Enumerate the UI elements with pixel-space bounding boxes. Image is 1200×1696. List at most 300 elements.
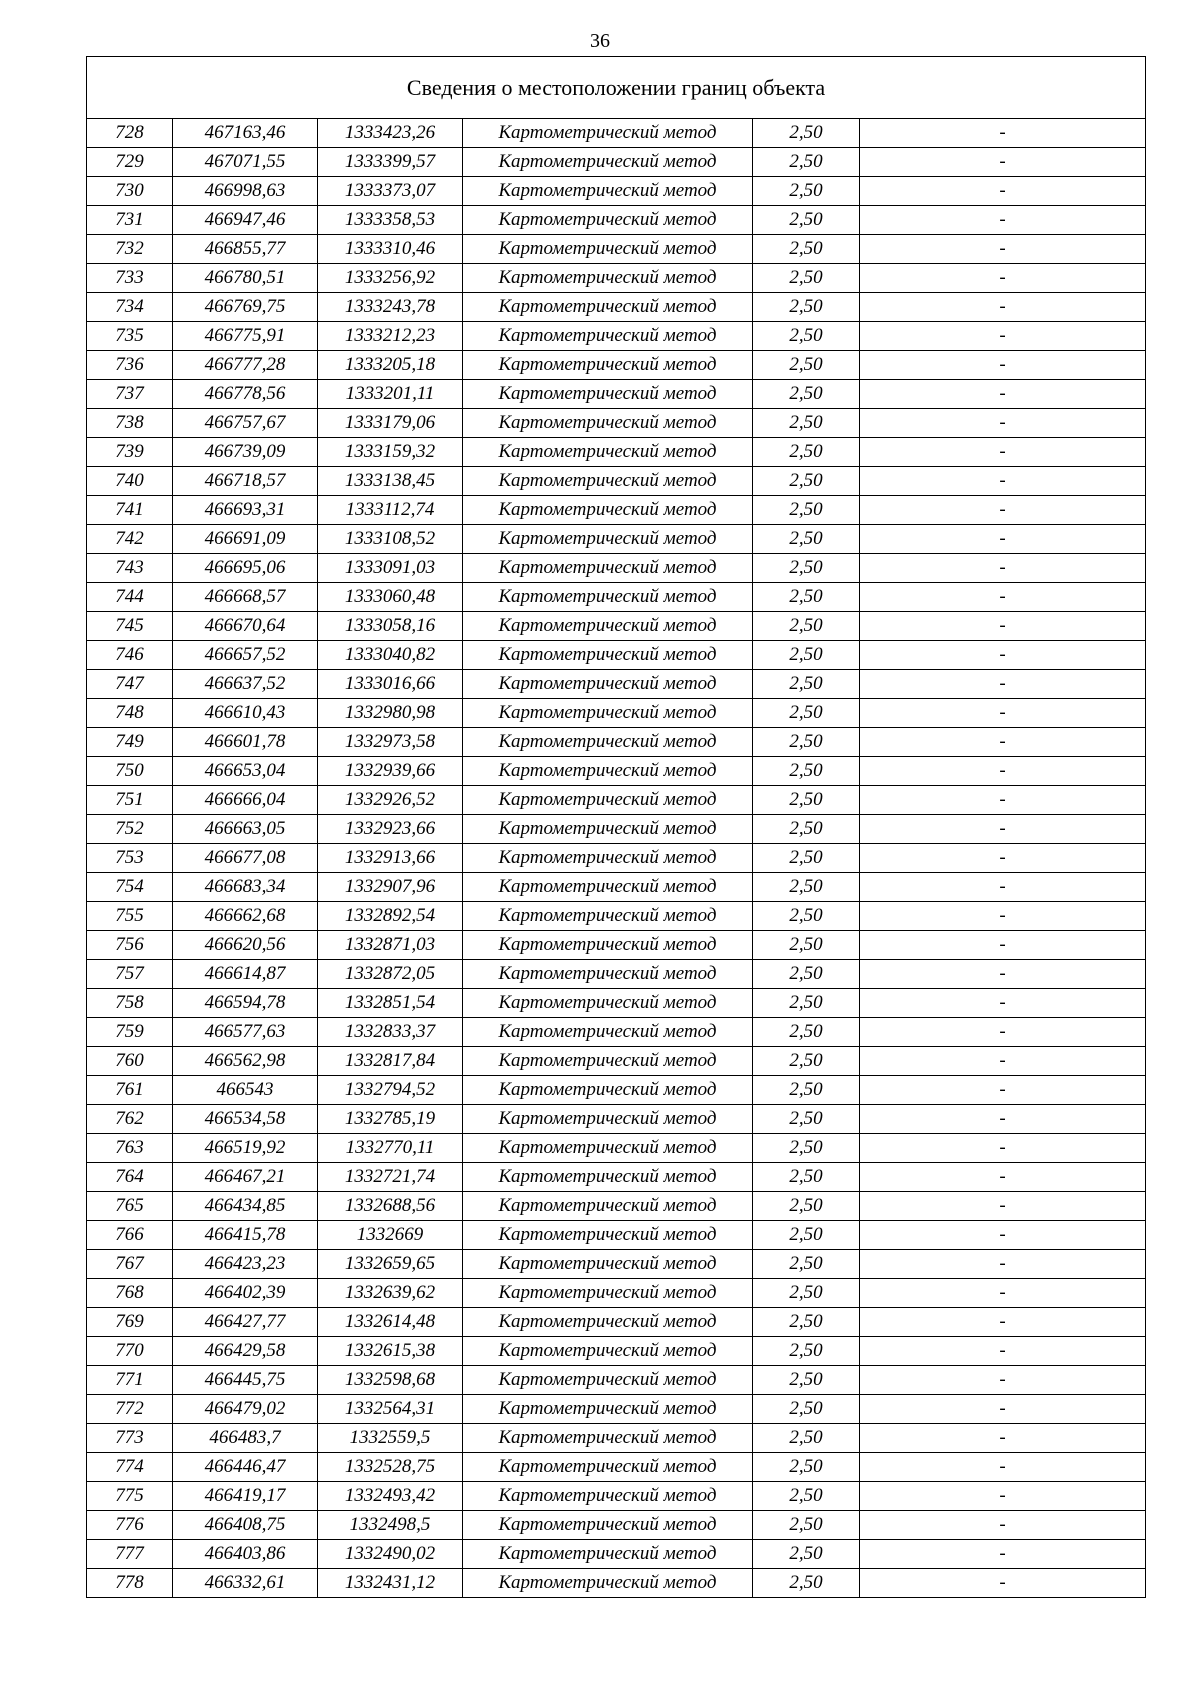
method-cell: Картометрический метод — [463, 467, 753, 496]
y-coordinate-cell: 1332493,42 — [318, 1482, 463, 1511]
table-row — [87, 757, 1146, 786]
x-coordinate-cell: 466415,78 — [173, 1221, 318, 1250]
y-coordinate-cell: 1332833,37 — [318, 1018, 463, 1047]
x-coordinate-cell: 466683,34 — [173, 873, 318, 902]
x-coordinate-cell: 466332,61 — [173, 1569, 318, 1598]
accuracy-cell: 2,50 — [753, 1424, 860, 1453]
table-row — [87, 1540, 1146, 1569]
method-cell: Картометрический метод — [463, 641, 753, 670]
accuracy-cell: 2,50 — [753, 815, 860, 844]
point-number-cell: 757 — [87, 960, 173, 989]
table-row — [87, 670, 1146, 699]
accuracy-cell: 2,50 — [753, 264, 860, 293]
x-coordinate-cell: 466653,04 — [173, 757, 318, 786]
method-cell: Картометрический метод — [463, 960, 753, 989]
y-coordinate-cell: 1333256,92 — [318, 264, 463, 293]
table-row — [87, 786, 1146, 815]
table-row — [87, 989, 1146, 1018]
method-cell: Картометрический метод — [463, 1511, 753, 1540]
x-coordinate-cell: 466739,09 — [173, 438, 318, 467]
method-cell: Картометрический метод — [463, 1453, 753, 1482]
point-number-cell: 750 — [87, 757, 173, 786]
point-number-cell: 768 — [87, 1279, 173, 1308]
method-cell: Картометрический метод — [463, 554, 753, 583]
x-coordinate-cell: 466467,21 — [173, 1163, 318, 1192]
description-cell: - — [860, 554, 1146, 583]
accuracy-cell: 2,50 — [753, 989, 860, 1018]
point-number-cell: 767 — [87, 1250, 173, 1279]
method-cell: Картометрический метод — [463, 1569, 753, 1598]
table-row — [87, 960, 1146, 989]
method-cell: Картометрический метод — [463, 1308, 753, 1337]
accuracy-cell: 2,50 — [753, 728, 860, 757]
point-number-cell: 763 — [87, 1134, 173, 1163]
x-coordinate-cell: 466479,02 — [173, 1395, 318, 1424]
accuracy-cell: 2,50 — [753, 554, 860, 583]
x-coordinate-cell: 466543 — [173, 1076, 318, 1105]
method-cell: Картометрический метод — [463, 1482, 753, 1511]
accuracy-cell: 2,50 — [753, 293, 860, 322]
y-coordinate-cell: 1332490,02 — [318, 1540, 463, 1569]
accuracy-cell: 2,50 — [753, 583, 860, 612]
table-title-row — [87, 57, 1146, 119]
method-cell: Картометрический метод — [463, 322, 753, 351]
y-coordinate-cell: 1332431,12 — [318, 1569, 463, 1598]
x-coordinate-cell: 467071,55 — [173, 148, 318, 177]
x-coordinate-cell: 466757,67 — [173, 409, 318, 438]
x-coordinate-cell: 466577,63 — [173, 1018, 318, 1047]
table-row — [87, 409, 1146, 438]
y-coordinate-cell: 1332926,52 — [318, 786, 463, 815]
y-coordinate-cell: 1333060,48 — [318, 583, 463, 612]
table-row — [87, 1366, 1146, 1395]
point-number-cell: 739 — [87, 438, 173, 467]
point-number-cell: 764 — [87, 1163, 173, 1192]
x-coordinate-cell: 466780,51 — [173, 264, 318, 293]
point-number-cell: 746 — [87, 641, 173, 670]
description-cell: - — [860, 1221, 1146, 1250]
accuracy-cell: 2,50 — [753, 757, 860, 786]
method-cell: Картометрический метод — [463, 1018, 753, 1047]
point-number-cell: 747 — [87, 670, 173, 699]
x-coordinate-cell: 466691,09 — [173, 525, 318, 554]
table-row — [87, 1569, 1146, 1598]
x-coordinate-cell: 466718,57 — [173, 467, 318, 496]
y-coordinate-cell: 1332913,66 — [318, 844, 463, 873]
description-cell: - — [860, 844, 1146, 873]
point-number-cell: 740 — [87, 467, 173, 496]
description-cell: - — [860, 1279, 1146, 1308]
point-number-cell: 755 — [87, 902, 173, 931]
accuracy-cell: 2,50 — [753, 1250, 860, 1279]
y-coordinate-cell: 1332614,48 — [318, 1308, 463, 1337]
method-cell: Картометрический метод — [463, 1337, 753, 1366]
table-row — [87, 1337, 1146, 1366]
x-coordinate-cell: 466519,92 — [173, 1134, 318, 1163]
y-coordinate-cell: 1333212,23 — [318, 322, 463, 351]
table-row — [87, 1018, 1146, 1047]
description-cell: - — [860, 873, 1146, 902]
point-number-cell: 774 — [87, 1453, 173, 1482]
method-cell: Картометрический метод — [463, 119, 753, 148]
method-cell: Картометрический метод — [463, 177, 753, 206]
x-coordinate-cell: 466423,23 — [173, 1250, 318, 1279]
point-number-cell: 771 — [87, 1366, 173, 1395]
accuracy-cell: 2,50 — [753, 612, 860, 641]
point-number-cell: 734 — [87, 293, 173, 322]
description-cell: - — [860, 1337, 1146, 1366]
y-coordinate-cell: 1333205,18 — [318, 351, 463, 380]
table-row — [87, 119, 1146, 148]
table-row — [87, 612, 1146, 641]
y-coordinate-cell: 1332871,03 — [318, 931, 463, 960]
table-row — [87, 931, 1146, 960]
accuracy-cell: 2,50 — [753, 119, 860, 148]
method-cell: Картометрический метод — [463, 1105, 753, 1134]
point-number-cell: 751 — [87, 786, 173, 815]
description-cell: - — [860, 1424, 1146, 1453]
description-cell: - — [860, 467, 1146, 496]
x-coordinate-cell: 466998,63 — [173, 177, 318, 206]
table-row — [87, 206, 1146, 235]
method-cell: Картометрический метод — [463, 351, 753, 380]
point-number-cell: 729 — [87, 148, 173, 177]
point-number-cell: 776 — [87, 1511, 173, 1540]
accuracy-cell: 2,50 — [753, 1337, 860, 1366]
accuracy-cell: 2,50 — [753, 1018, 860, 1047]
y-coordinate-cell: 1332615,38 — [318, 1337, 463, 1366]
x-coordinate-cell: 466670,64 — [173, 612, 318, 641]
accuracy-cell: 2,50 — [753, 1395, 860, 1424]
x-coordinate-cell: 466614,87 — [173, 960, 318, 989]
accuracy-cell: 2,50 — [753, 902, 860, 931]
method-cell: Картометрический метод — [463, 496, 753, 525]
x-coordinate-cell: 466408,75 — [173, 1511, 318, 1540]
point-number-cell: 775 — [87, 1482, 173, 1511]
table-row — [87, 583, 1146, 612]
x-coordinate-cell: 466445,75 — [173, 1366, 318, 1395]
description-cell: - — [860, 641, 1146, 670]
point-number-cell: 770 — [87, 1337, 173, 1366]
y-coordinate-cell: 1333201,11 — [318, 380, 463, 409]
point-number-cell: 744 — [87, 583, 173, 612]
x-coordinate-cell: 466562,98 — [173, 1047, 318, 1076]
table-row — [87, 1308, 1146, 1337]
point-number-cell: 758 — [87, 989, 173, 1018]
x-coordinate-cell: 466429,58 — [173, 1337, 318, 1366]
point-number-cell: 749 — [87, 728, 173, 757]
description-cell: - — [860, 1047, 1146, 1076]
accuracy-cell: 2,50 — [753, 409, 860, 438]
table-row — [87, 1424, 1146, 1453]
x-coordinate-cell: 466693,31 — [173, 496, 318, 525]
accuracy-cell: 2,50 — [753, 844, 860, 873]
description-cell: - — [860, 1511, 1146, 1540]
method-cell: Картометрический метод — [463, 293, 753, 322]
accuracy-cell: 2,50 — [753, 206, 860, 235]
x-coordinate-cell: 466594,78 — [173, 989, 318, 1018]
accuracy-cell: 2,50 — [753, 1540, 860, 1569]
description-cell: - — [860, 1163, 1146, 1192]
point-number-cell: 738 — [87, 409, 173, 438]
description-cell: - — [860, 148, 1146, 177]
y-coordinate-cell: 1332851,54 — [318, 989, 463, 1018]
table-row — [87, 467, 1146, 496]
y-coordinate-cell: 1333159,32 — [318, 438, 463, 467]
method-cell: Картометрический метод — [463, 612, 753, 641]
description-cell: - — [860, 1453, 1146, 1482]
table-row — [87, 1453, 1146, 1482]
description-cell: - — [860, 322, 1146, 351]
x-coordinate-cell: 466657,52 — [173, 641, 318, 670]
method-cell: Картометрический метод — [463, 235, 753, 264]
accuracy-cell: 2,50 — [753, 380, 860, 409]
method-cell: Картометрический метод — [463, 1221, 753, 1250]
accuracy-cell: 2,50 — [753, 931, 860, 960]
x-coordinate-cell: 466663,05 — [173, 815, 318, 844]
y-coordinate-cell: 1332794,52 — [318, 1076, 463, 1105]
x-coordinate-cell: 466620,56 — [173, 931, 318, 960]
table-row — [87, 148, 1146, 177]
description-cell: - — [860, 293, 1146, 322]
y-coordinate-cell: 1333112,74 — [318, 496, 463, 525]
description-cell: - — [860, 380, 1146, 409]
description-cell: - — [860, 119, 1146, 148]
table-row — [87, 438, 1146, 467]
y-coordinate-cell: 1332669 — [318, 1221, 463, 1250]
accuracy-cell: 2,50 — [753, 1221, 860, 1250]
y-coordinate-cell: 1332559,5 — [318, 1424, 463, 1453]
point-number-cell: 772 — [87, 1395, 173, 1424]
method-cell: Картометрический метод — [463, 728, 753, 757]
point-number-cell: 743 — [87, 554, 173, 583]
method-cell: Картометрический метод — [463, 1076, 753, 1105]
accuracy-cell: 2,50 — [753, 1511, 860, 1540]
description-cell: - — [860, 1134, 1146, 1163]
table-row — [87, 293, 1146, 322]
method-cell: Картометрический метод — [463, 844, 753, 873]
accuracy-cell: 2,50 — [753, 1366, 860, 1395]
x-coordinate-cell: 466662,68 — [173, 902, 318, 931]
accuracy-cell: 2,50 — [753, 467, 860, 496]
x-coordinate-cell: 466434,85 — [173, 1192, 318, 1221]
y-coordinate-cell: 1333358,53 — [318, 206, 463, 235]
y-coordinate-cell: 1332980,98 — [318, 699, 463, 728]
x-coordinate-cell: 466666,04 — [173, 786, 318, 815]
point-number-cell: 765 — [87, 1192, 173, 1221]
accuracy-cell: 2,50 — [753, 1279, 860, 1308]
y-coordinate-cell: 1333058,16 — [318, 612, 463, 641]
accuracy-cell: 2,50 — [753, 1192, 860, 1221]
table-row — [87, 380, 1146, 409]
point-number-cell: 732 — [87, 235, 173, 264]
y-coordinate-cell: 1332817,84 — [318, 1047, 463, 1076]
y-coordinate-cell: 1333091,03 — [318, 554, 463, 583]
description-cell: - — [860, 206, 1146, 235]
method-cell: Картометрический метод — [463, 873, 753, 902]
x-coordinate-cell: 466695,06 — [173, 554, 318, 583]
description-cell: - — [860, 728, 1146, 757]
x-coordinate-cell: 466610,43 — [173, 699, 318, 728]
page-number: 36 — [590, 30, 610, 52]
table-row — [87, 322, 1146, 351]
accuracy-cell: 2,50 — [753, 438, 860, 467]
x-coordinate-cell: 466403,86 — [173, 1540, 318, 1569]
y-coordinate-cell: 1332892,54 — [318, 902, 463, 931]
x-coordinate-cell: 466769,75 — [173, 293, 318, 322]
point-number-cell: 760 — [87, 1047, 173, 1076]
y-coordinate-cell: 1333243,78 — [318, 293, 463, 322]
y-coordinate-cell: 1332721,74 — [318, 1163, 463, 1192]
method-cell: Картометрический метод — [463, 1395, 753, 1424]
point-number-cell: 748 — [87, 699, 173, 728]
table-title: Сведения о местоположении границ объекта — [87, 57, 1146, 119]
x-coordinate-cell: 466668,57 — [173, 583, 318, 612]
accuracy-cell: 2,50 — [753, 148, 860, 177]
point-number-cell: 756 — [87, 931, 173, 960]
table-row — [87, 1047, 1146, 1076]
point-number-cell: 741 — [87, 496, 173, 525]
point-number-cell: 769 — [87, 1308, 173, 1337]
table-row — [87, 1134, 1146, 1163]
method-cell: Картометрический метод — [463, 380, 753, 409]
point-number-cell: 737 — [87, 380, 173, 409]
description-cell: - — [860, 612, 1146, 641]
table-row — [87, 1192, 1146, 1221]
description-cell: - — [860, 1105, 1146, 1134]
point-number-cell: 733 — [87, 264, 173, 293]
method-cell: Картометрический метод — [463, 1192, 753, 1221]
description-cell: - — [860, 409, 1146, 438]
point-number-cell: 731 — [87, 206, 173, 235]
x-coordinate-cell: 466775,91 — [173, 322, 318, 351]
y-coordinate-cell: 1332688,56 — [318, 1192, 463, 1221]
description-cell: - — [860, 757, 1146, 786]
method-cell: Картометрический метод — [463, 757, 753, 786]
y-coordinate-cell: 1333179,06 — [318, 409, 463, 438]
y-coordinate-cell: 1332564,31 — [318, 1395, 463, 1424]
accuracy-cell: 2,50 — [753, 177, 860, 206]
method-cell: Картометрический метод — [463, 1047, 753, 1076]
method-cell: Картометрический метод — [463, 1134, 753, 1163]
x-coordinate-cell: 466419,17 — [173, 1482, 318, 1511]
method-cell: Картометрический метод — [463, 1540, 753, 1569]
table-row — [87, 1511, 1146, 1540]
accuracy-cell: 2,50 — [753, 1569, 860, 1598]
table-row — [87, 1395, 1146, 1424]
method-cell: Картометрический метод — [463, 148, 753, 177]
description-cell: - — [860, 786, 1146, 815]
method-cell: Картометрический метод — [463, 1250, 753, 1279]
description-cell: - — [860, 1395, 1146, 1424]
description-cell: - — [860, 902, 1146, 931]
point-number-cell: 745 — [87, 612, 173, 641]
y-coordinate-cell: 1332923,66 — [318, 815, 463, 844]
point-number-cell: 762 — [87, 1105, 173, 1134]
table-row — [87, 873, 1146, 902]
x-coordinate-cell: 467163,46 — [173, 119, 318, 148]
method-cell: Картометрический метод — [463, 699, 753, 728]
accuracy-cell: 2,50 — [753, 960, 860, 989]
point-number-cell: 736 — [87, 351, 173, 380]
point-number-cell: 759 — [87, 1018, 173, 1047]
description-cell: - — [860, 989, 1146, 1018]
y-coordinate-cell: 1332498,5 — [318, 1511, 463, 1540]
table-row — [87, 1250, 1146, 1279]
description-cell: - — [860, 1018, 1146, 1047]
point-number-cell: 773 — [87, 1424, 173, 1453]
accuracy-cell: 2,50 — [753, 1105, 860, 1134]
y-coordinate-cell: 1333373,07 — [318, 177, 463, 206]
y-coordinate-cell: 1333108,52 — [318, 525, 463, 554]
x-coordinate-cell: 466601,78 — [173, 728, 318, 757]
accuracy-cell: 2,50 — [753, 786, 860, 815]
method-cell: Картометрический метод — [463, 1163, 753, 1192]
description-cell: - — [860, 1569, 1146, 1598]
x-coordinate-cell: 466534,58 — [173, 1105, 318, 1134]
description-cell: - — [860, 1076, 1146, 1105]
x-coordinate-cell: 466777,28 — [173, 351, 318, 380]
method-cell: Картометрический метод — [463, 815, 753, 844]
description-cell: - — [860, 931, 1146, 960]
table-row — [87, 525, 1146, 554]
description-cell: - — [860, 1366, 1146, 1395]
accuracy-cell: 2,50 — [753, 699, 860, 728]
accuracy-cell: 2,50 — [753, 1076, 860, 1105]
table-row — [87, 815, 1146, 844]
description-cell: - — [860, 525, 1146, 554]
table-row — [87, 1221, 1146, 1250]
description-cell: - — [860, 351, 1146, 380]
table-body — [87, 57, 1146, 1598]
table-row — [87, 1482, 1146, 1511]
description-cell: - — [860, 235, 1146, 264]
y-coordinate-cell: 1333399,57 — [318, 148, 463, 177]
table-row — [87, 1163, 1146, 1192]
table-row — [87, 1105, 1146, 1134]
table-row — [87, 902, 1146, 931]
description-cell: - — [860, 699, 1146, 728]
table-row — [87, 1279, 1146, 1308]
x-coordinate-cell: 466778,56 — [173, 380, 318, 409]
table-row — [87, 177, 1146, 206]
point-number-cell: 766 — [87, 1221, 173, 1250]
point-number-cell: 777 — [87, 1540, 173, 1569]
table-row — [87, 844, 1146, 873]
description-cell: - — [860, 670, 1146, 699]
method-cell: Картометрический метод — [463, 264, 753, 293]
y-coordinate-cell: 1332907,96 — [318, 873, 463, 902]
x-coordinate-cell: 466446,47 — [173, 1453, 318, 1482]
method-cell: Картометрический метод — [463, 786, 753, 815]
table-row — [87, 641, 1146, 670]
y-coordinate-cell: 1333423,26 — [318, 119, 463, 148]
accuracy-cell: 2,50 — [753, 1453, 860, 1482]
method-cell: Картометрический метод — [463, 1279, 753, 1308]
point-number-cell: 735 — [87, 322, 173, 351]
accuracy-cell: 2,50 — [753, 1308, 860, 1337]
boundary-coordinates-table — [86, 56, 1146, 1598]
point-number-cell: 728 — [87, 119, 173, 148]
x-coordinate-cell: 466947,46 — [173, 206, 318, 235]
method-cell: Картометрический метод — [463, 670, 753, 699]
table-row — [87, 496, 1146, 525]
accuracy-cell: 2,50 — [753, 1047, 860, 1076]
accuracy-cell: 2,50 — [753, 235, 860, 264]
point-number-cell: 730 — [87, 177, 173, 206]
table-row — [87, 235, 1146, 264]
point-number-cell: 752 — [87, 815, 173, 844]
